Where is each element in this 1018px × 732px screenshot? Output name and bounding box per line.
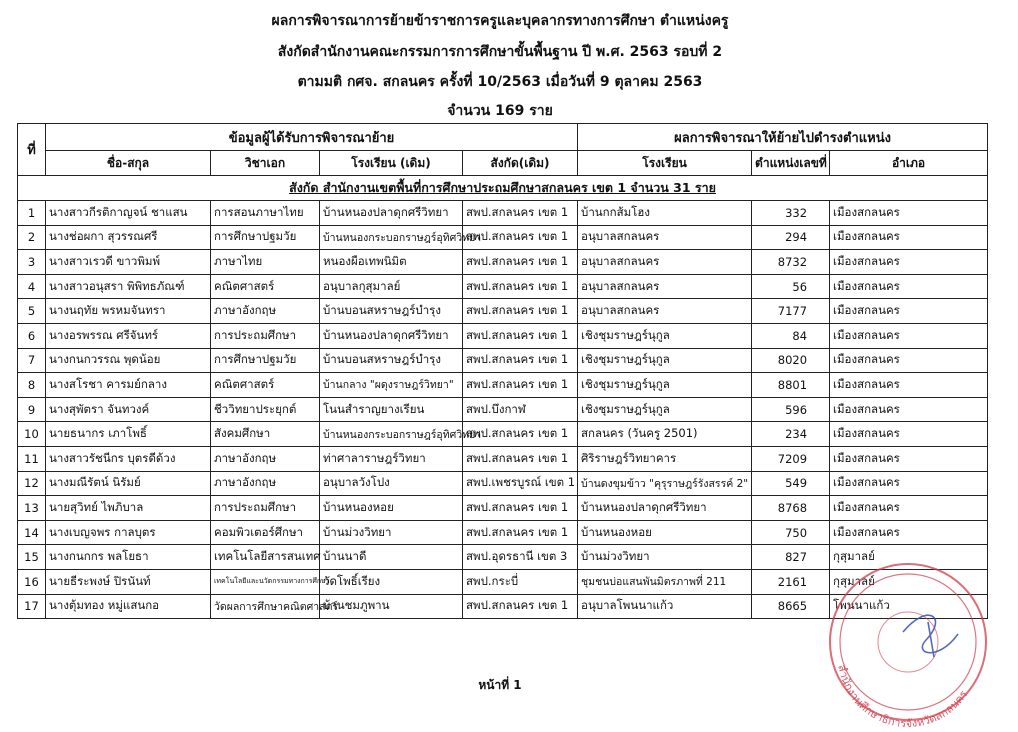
school-old: บ้านชมภูพาน bbox=[320, 594, 463, 619]
school-old: อนุบาลกุสุมาลย์ bbox=[320, 274, 463, 299]
row-number: 14 bbox=[18, 520, 46, 545]
office-old: สพป.สกลนคร เขต 1 bbox=[463, 520, 578, 545]
transfer-table bbox=[17, 123, 988, 619]
table-row bbox=[18, 201, 988, 226]
school-new: เชิงชุมราษฎร์นุกูล bbox=[578, 323, 752, 348]
school-new: บ้านดงขุมข้าว "คุรุราษฎร์รังสรรค์ 2" bbox=[578, 471, 752, 496]
district-name: เมืองสกลนคร bbox=[830, 201, 988, 226]
office-old: สพป.สกลนคร เขต 1 bbox=[463, 201, 578, 226]
school-new: อนุบาลสกลนคร bbox=[578, 225, 752, 250]
district-name: เมืองสกลนคร bbox=[830, 520, 988, 545]
school-old: บ้านบอนสหราษฎร์บำรุง bbox=[320, 299, 463, 324]
section-header: สังกัด สำนักงานเขตพื้นที่การศึกษาประถมศึกษาสกลนคร เขต 1 จำนวน 31 ราย bbox=[18, 176, 988, 201]
applicant-name: นางตุ้มทอง หมู่แสนกอ bbox=[46, 594, 211, 619]
school-old: วัดโพธิ์เรียง bbox=[320, 569, 463, 594]
district-name: เมืองสกลนคร bbox=[830, 323, 988, 348]
row-number: 11 bbox=[18, 446, 46, 471]
district-name: กุสุมาลย์ bbox=[830, 569, 988, 594]
table-row bbox=[18, 520, 988, 545]
position-number: 8020 bbox=[752, 348, 830, 373]
position-number: 549 bbox=[752, 471, 830, 496]
position-number: 7209 bbox=[752, 446, 830, 471]
office-old: สพป.อุดรธานี เขต 3 bbox=[463, 545, 578, 570]
district-name: เมืองสกลนคร bbox=[830, 496, 988, 521]
school-new: อนุบาลสกลนคร bbox=[578, 250, 752, 275]
col-school-old-header: โรงเรียน (เดิม) bbox=[320, 151, 463, 176]
major-subject: ภาษาอังกฤษ bbox=[211, 446, 320, 471]
row-number: 10 bbox=[18, 422, 46, 447]
office-old: สพป.สกลนคร เขต 1 bbox=[463, 225, 578, 250]
major-subject: ภาษาไทย bbox=[211, 250, 320, 275]
major-subject: สังคมศึกษา bbox=[211, 422, 320, 447]
position-number: 750 bbox=[752, 520, 830, 545]
school-new: เชิงชุมราษฎร์นุกูล bbox=[578, 348, 752, 373]
applicant-name: นางสาวรัชนีกร บุตรดีด้วง bbox=[46, 446, 211, 471]
major-subject: คอมพิวเตอร์ศึกษา bbox=[211, 520, 320, 545]
signature-icon bbox=[903, 615, 958, 657]
col-major-header: วิชาเอก bbox=[211, 151, 320, 176]
school-old: โนนสำราญยางเรียน bbox=[320, 397, 463, 422]
office-old: สพป.สกลนคร เขต 1 bbox=[463, 422, 578, 447]
major-subject: การประถมศึกษา bbox=[211, 323, 320, 348]
office-old: สพป.สกลนคร เขต 1 bbox=[463, 373, 578, 398]
row-number: 5 bbox=[18, 299, 46, 324]
applicant-name: นางสุพัตรา จันทวงค์ bbox=[46, 397, 211, 422]
school-old: บ้านหนองกระบอกราษฎร์อุทิศวิทยา bbox=[320, 225, 463, 250]
school-new: บ้านหนองปลาดุกศรีวิทยา bbox=[578, 496, 752, 521]
office-old: สพป.บึงกาฬ bbox=[463, 397, 578, 422]
applicant-name: นายสุวิทย์ ไพภิบาล bbox=[46, 496, 211, 521]
row-number: 17 bbox=[18, 594, 46, 619]
school-old: บ้านบอนสหราษฎร์บำรุง bbox=[320, 348, 463, 373]
district-name: เมืองสกลนคร bbox=[830, 299, 988, 324]
row-number: 12 bbox=[18, 471, 46, 496]
page-number: หน้าที่ 1 bbox=[478, 678, 522, 692]
row-number: 6 bbox=[18, 323, 46, 348]
applicant-name: นางกนกวรรณ พุดน้อย bbox=[46, 348, 211, 373]
major-subject: ภาษาอังกฤษ bbox=[211, 299, 320, 324]
office-old: สพป.กระบี่ bbox=[463, 569, 578, 594]
office-old: สพป.สกลนคร เขต 1 bbox=[463, 299, 578, 324]
office-old: สพป.สกลนคร เขต 1 bbox=[463, 446, 578, 471]
applicant-name: นายธนากร เภาโพธิ์ bbox=[46, 422, 211, 447]
district-name: เมืองสกลนคร bbox=[830, 397, 988, 422]
applicant-name: นางกนกกร พลโยธา bbox=[46, 545, 211, 570]
applicant-name: นางช่อผกา สุวรรณศรี bbox=[46, 225, 211, 250]
position-number: 84 bbox=[752, 323, 830, 348]
row-number: 4 bbox=[18, 274, 46, 299]
applicant-name: นางสาวอนุสรา พิพิทธภัณฑ์ bbox=[46, 274, 211, 299]
row-number: 9 bbox=[18, 397, 46, 422]
position-number: 827 bbox=[752, 545, 830, 570]
seal-text: สำนักงานศึกษาธิการจังหวัดสกลนคร bbox=[835, 663, 971, 731]
title-line-2: สังกัดสำนักงานคณะกรรมการการศึกษาขั้นพื้นฐาน ปี พ.ศ. 2563 รอบที่ 2 bbox=[277, 44, 723, 60]
school-old: บ้านหนองปลาดุกศรีวิทยา bbox=[320, 323, 463, 348]
office-old: สพป.สกลนคร เขต 1 bbox=[463, 250, 578, 275]
result-group-header: ผลการพิจารณาให้ย้ายไปดำรงตำแหน่ง bbox=[578, 124, 988, 151]
school-new: บ้านกกส้มโฮง bbox=[578, 201, 752, 226]
major-subject: การศึกษาปฐมวัย bbox=[211, 225, 320, 250]
position-number: 56 bbox=[752, 274, 830, 299]
title-line-3: ตามมติ กศจ. สกลนคร ครั้งที่ 10/2563 เมื่อวันที่ 9 ตุลาคม 2563 bbox=[297, 74, 703, 90]
row-number: 1 bbox=[18, 201, 46, 226]
table-row bbox=[18, 496, 988, 521]
district-name: เมืองสกลนคร bbox=[830, 373, 988, 398]
position-number: 332 bbox=[752, 201, 830, 226]
school-old: อนุบาลวังโปง bbox=[320, 471, 463, 496]
district-name: เมืองสกลนคร bbox=[830, 422, 988, 447]
district-name: เมืองสกลนคร bbox=[830, 471, 988, 496]
major-subject: วัดผลการศึกษาคณิตศาสตร์ bbox=[211, 594, 320, 619]
major-subject: ชีววิทยาประยุกต์ bbox=[211, 397, 320, 422]
district-name: เมืองสกลนคร bbox=[830, 348, 988, 373]
office-old: สพป.สกลนคร เขต 1 bbox=[463, 274, 578, 299]
office-old: สพป.สกลนคร เขต 1 bbox=[463, 594, 578, 619]
school-new: บ้านหนองหอย bbox=[578, 520, 752, 545]
table-row bbox=[18, 348, 988, 373]
school-new: ชุมชนบ่อแสนพันมิตรภาพที่ 211 bbox=[578, 569, 752, 594]
row-number: 2 bbox=[18, 225, 46, 250]
major-subject: คณิตศาสตร์ bbox=[211, 373, 320, 398]
major-subject: การประถมศึกษา bbox=[211, 496, 320, 521]
applicant-name: นางสาวเรวดี ขาวพิมพ์ bbox=[46, 250, 211, 275]
row-number: 13 bbox=[18, 496, 46, 521]
district-name: โพนนาแก้ว bbox=[830, 594, 988, 619]
position-number: 294 bbox=[752, 225, 830, 250]
col-school-new-header: โรงเรียน bbox=[578, 151, 752, 176]
school-old: บ้านนาดี bbox=[320, 545, 463, 570]
title-count: จำนวน 169 ราย bbox=[447, 103, 553, 119]
district-name: เมืองสกลนคร bbox=[830, 274, 988, 299]
svg-text:สำนักงานศึกษาธิการจังหวัดสกลนค bbox=[835, 664, 970, 730]
major-subject: การศึกษาปฐมวัย bbox=[211, 348, 320, 373]
school-old: บ้านหนองหอย bbox=[320, 496, 463, 521]
applicant-name: นางอรพรรณ ศรีจันทร์ bbox=[46, 323, 211, 348]
row-number: 3 bbox=[18, 250, 46, 275]
col-office-old-header: สังกัด(เดิม) bbox=[463, 151, 578, 176]
district-name: เมืองสกลนคร bbox=[830, 250, 988, 275]
table-row bbox=[18, 250, 988, 275]
table-row bbox=[18, 225, 988, 250]
school-new: อนุบาลสกลนคร bbox=[578, 299, 752, 324]
table-row bbox=[18, 594, 988, 619]
applicant-group-header: ข้อมูลผู้ได้รับการพิจารณาย้าย bbox=[46, 124, 578, 151]
school-new: ศิริราษฎร์วิทยาคาร bbox=[578, 446, 752, 471]
title-line-1: ผลการพิจารณาการย้ายข้าราชการครูและบุคลากรทางการศึกษา ตำแหน่งครู bbox=[271, 13, 729, 29]
col-name-header: ชื่อ-สกุล bbox=[46, 151, 211, 176]
applicant-name: นางสโรชา คารมย์กลาง bbox=[46, 373, 211, 398]
school-old: บ้านหนองกระบอกราษฎร์อุทิศวิทยา bbox=[320, 422, 463, 447]
major-subject: เทคโนโลยีและนวัตกรรมทางการศึกษา bbox=[211, 569, 320, 594]
office-old: สพป.เพชรบูรณ์ เขต 1 bbox=[463, 471, 578, 496]
applicant-name: นางมณีรัตน์ นิรัมย์ bbox=[46, 471, 211, 496]
table-row bbox=[18, 299, 988, 324]
school-old: บ้านหนองปลาดุกศรีวิทยา bbox=[320, 201, 463, 226]
table-row bbox=[18, 274, 988, 299]
col-no-header: ที่ bbox=[18, 124, 46, 176]
office-old: สพป.สกลนคร เขต 1 bbox=[463, 348, 578, 373]
school-new: เชิงชุมราษฎร์นุกูล bbox=[578, 397, 752, 422]
school-new: อนุบาลสกลนคร bbox=[578, 274, 752, 299]
applicant-name: นางเบญจพร กาลบุตร bbox=[46, 520, 211, 545]
district-name: เมืองสกลนคร bbox=[830, 446, 988, 471]
major-subject: การสอนภาษาไทย bbox=[211, 201, 320, 226]
office-old: สพป.สกลนคร เขต 1 bbox=[463, 323, 578, 348]
table-row bbox=[18, 323, 988, 348]
table-row bbox=[18, 471, 988, 496]
district-name: กุสุมาลย์ bbox=[830, 545, 988, 570]
applicant-name: นางสาวกีรติกาญจน์ ชาแสน bbox=[46, 201, 211, 226]
position-number: 2161 bbox=[752, 569, 830, 594]
table-row bbox=[18, 397, 988, 422]
school-old: บ้านม่วงวิทยา bbox=[320, 520, 463, 545]
office-old: สพป.สกลนคร เขต 1 bbox=[463, 496, 578, 521]
district-name: เมืองสกลนคร bbox=[830, 225, 988, 250]
school-old: หนองผือเทพนิมิต bbox=[320, 250, 463, 275]
applicant-name: นางนฤทัย พรหมจันทรา bbox=[46, 299, 211, 324]
school-old: ท่าศาลาราษฎร์วิทยา bbox=[320, 446, 463, 471]
position-number: 8732 bbox=[752, 250, 830, 275]
col-district-header: อำเภอ bbox=[830, 151, 988, 176]
row-number: 16 bbox=[18, 569, 46, 594]
major-subject: ภาษาอังกฤษ bbox=[211, 471, 320, 496]
position-number: 8665 bbox=[752, 594, 830, 619]
position-number: 7177 bbox=[752, 299, 830, 324]
major-subject: คณิตศาสตร์ bbox=[211, 274, 320, 299]
col-position-header: ตำแหน่งเลขที่ bbox=[752, 151, 830, 176]
school-new: สกลนคร (วันครู 2501) bbox=[578, 422, 752, 447]
major-subject: เทคโนโลยีสารสนเทศ bbox=[211, 545, 320, 570]
row-number: 7 bbox=[18, 348, 46, 373]
school-new: เชิงชุมราษฎร์นุกูล bbox=[578, 373, 752, 398]
row-number: 8 bbox=[18, 373, 46, 398]
row-number: 15 bbox=[18, 545, 46, 570]
position-number: 234 bbox=[752, 422, 830, 447]
position-number: 8801 bbox=[752, 373, 830, 398]
table-row bbox=[18, 373, 988, 398]
school-new: อนุบาลโพนนาแก้ว bbox=[578, 594, 752, 619]
school-old: บ้านกลาง "ผดุงราษฎร์วิทยา" bbox=[320, 373, 463, 398]
position-number: 596 bbox=[752, 397, 830, 422]
table-row bbox=[18, 545, 988, 570]
applicant-name: นายธีระพงษ์ ปิรนันท์ bbox=[46, 569, 211, 594]
table-row bbox=[18, 422, 988, 447]
school-new: บ้านม่วงวิทยา bbox=[578, 545, 752, 570]
position-number: 8768 bbox=[752, 496, 830, 521]
table-row bbox=[18, 446, 988, 471]
table-row bbox=[18, 569, 988, 594]
